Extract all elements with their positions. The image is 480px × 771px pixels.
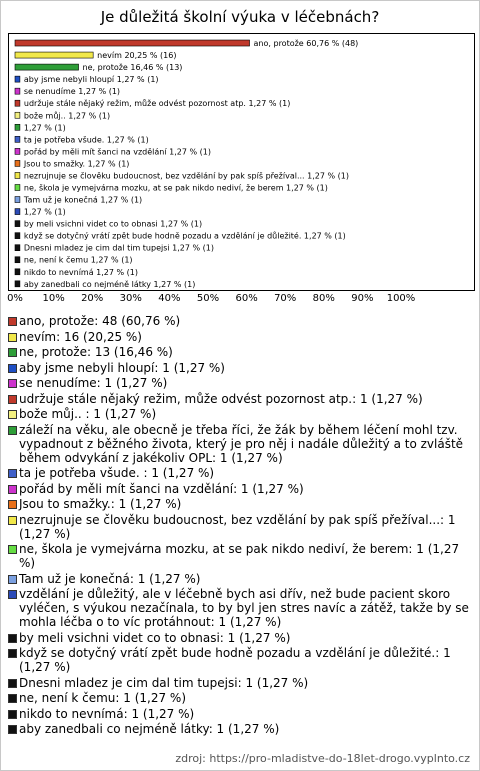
- bar-14: [15, 209, 20, 215]
- legend-item: [8, 376, 472, 390]
- bar-label-10: Jsou to smažky. 1,27 % (1): [23, 159, 130, 169]
- plot-area: [8, 33, 475, 291]
- legend-swatch: [8, 649, 17, 658]
- legend-item: [8, 423, 472, 465]
- legend-item: [8, 466, 472, 480]
- legend-swatch: [8, 333, 17, 342]
- legend-swatch: [8, 410, 17, 419]
- legend-item: [8, 691, 472, 705]
- bar-9: [15, 148, 20, 154]
- chart-title: Je důležitá školní výuka v léčebnách?: [100, 8, 380, 26]
- legend-swatch: [8, 485, 17, 494]
- legend-item: [8, 587, 472, 629]
- bar-6: [15, 112, 20, 118]
- bar-5: [15, 100, 20, 106]
- x-tick-label: 20%: [81, 293, 104, 304]
- bar-label-8: ta je potřeba všude. 1,27 % (1): [23, 135, 149, 145]
- legend-label: Dnesni mladez je cim dal tim tupejsi: 1 (1,27 %): [19, 675, 309, 690]
- x-tick-label: 40%: [158, 293, 181, 304]
- bar-11: [15, 172, 20, 178]
- legend-label: vzdělání je důležitý, ale v léčebně bych asi dřív, než bude pacient skoro vyléčen, s výukou nezačínala, to by byl jen stres navíc a zátěž, takže by se mohla léčba o to víc protáhnout: 1 (1,27 %): [19, 587, 469, 629]
- bar-label-17: Dnesni mladez je cim dal tim tupejsi 1,27 % (1): [23, 243, 215, 253]
- legend-swatch: [8, 679, 17, 688]
- legend-swatch: [8, 575, 17, 584]
- legend-item: [8, 646, 472, 674]
- legend-item: [8, 631, 472, 645]
- bar-label-15: by meli vsichni videt co to obnasi 1,27 % (1): [23, 219, 203, 229]
- legend-item: [8, 482, 472, 496]
- legend-label: se nenudíme: 1 (1,27 %): [19, 376, 168, 390]
- bar-20: [15, 281, 20, 287]
- legend-label: by meli vsichni videt co to obnasi: 1 (1,27 %): [19, 630, 291, 645]
- bar-label-9: pořád by měli mít šanci na vzdělání 1,27 % (1): [23, 147, 211, 157]
- bar-label-0: ano, protože 60,76 % (48): [253, 39, 359, 49]
- legend-label: záleží na věku, ale obecně je třeba říci, že žák by během léčení mohl tzv. vypadnout z běžného života, který je pro něj i nadále důležitý a to zvláště během odvykání z jakékoliv OPL: 1 (1,27 %): [19, 422, 464, 465]
- bar-8: [15, 136, 20, 142]
- bar-label-13: Tam už je konečná 1,27 % (1): [23, 195, 143, 205]
- bar-label-7: 1,27 % (1): [23, 123, 66, 133]
- legend-swatch: [8, 725, 17, 734]
- bar-7: [15, 124, 20, 130]
- legend-label: ta je potřeba všude. : 1 (1,27 %): [19, 466, 215, 480]
- source-text: zdroj: https://pro-mladistve-do-18let-drogo.vyplnto.cz: [175, 752, 470, 765]
- bar-label-18: ne, není k čemu 1,27 % (1): [23, 255, 133, 265]
- bar-0: [15, 40, 250, 46]
- legend-item: [8, 513, 472, 541]
- legend-swatch: [8, 364, 17, 373]
- legend-swatch: [8, 710, 17, 719]
- bar-label-11: nezrujnuje se člověku budoucnost, bez vzdělání by pak spíš přežíval... 1,27 % (1): [23, 171, 349, 181]
- legend-label: udržuje stále nějaký režim, může odvést pozornost atp.: 1 (1,27 %): [19, 391, 423, 406]
- legend-item: [8, 722, 472, 736]
- legend-swatch: [8, 379, 17, 388]
- legend-swatch: [8, 426, 17, 435]
- legend-label: nezrujnuje se člověku budoucnost, bez vzdělání by pak spíš přežíval...: 1 (1,27 %): [19, 512, 456, 541]
- bar-label-2: ne, protože 16,46 % (13): [82, 63, 183, 73]
- legend-item: [8, 314, 472, 328]
- bar-3: [15, 76, 20, 82]
- bar-label-6: bože můj.. 1,27 % (1): [23, 111, 111, 121]
- x-tick-label: 90%: [351, 293, 374, 304]
- legend-label: aby zanedbali co nejméně látky: 1 (1,27 %): [19, 722, 280, 736]
- legend-swatch: [8, 694, 17, 703]
- legend: [8, 314, 472, 738]
- legend-item: [8, 361, 472, 375]
- bar-label-3: aby jsme nebyli hloupí 1,27 % (1): [23, 75, 159, 85]
- legend-item: [8, 572, 472, 586]
- bar-15: [15, 221, 20, 227]
- bar-label-1: nevím 20,25 % (16): [97, 51, 177, 61]
- bar-label-20: aby zanedbali co nejméně látky 1,27 % (1): [23, 279, 196, 289]
- bar-label-16: když se dotyčný vrátí zpět bude hodně pozadu a vzdělání je důležité. 1,27 % (1): [23, 231, 346, 241]
- bar-label-5: udržuje stále nějaký režim, může odvést pozornost atp. 1,27 % (1): [23, 99, 291, 109]
- legend-label: ne, protože: 13 (16,46 %): [19, 345, 173, 359]
- legend-swatch: [8, 545, 17, 554]
- legend-swatch: [8, 469, 17, 478]
- bar-chart: [9, 34, 474, 290]
- bar-16: [15, 233, 20, 239]
- legend-label: nikdo to nevnímá: 1 (1,27 %): [19, 706, 195, 721]
- bar-label-12: ne, škola je vymejvárna mozku, at se pak nikdo nediví, že berem 1,27 % (1): [23, 183, 328, 193]
- x-tick-label: 60%: [235, 293, 258, 304]
- x-tick-label: 50%: [196, 293, 220, 304]
- bar-13: [15, 197, 20, 203]
- legend-swatch: [8, 395, 17, 404]
- bar-10: [15, 160, 20, 166]
- legend-item: [8, 707, 472, 721]
- bar-label-4: se nenudíme 1,27 % (1): [23, 87, 121, 97]
- legend-label: Jsou to smažky.: 1 (1,27 %): [19, 497, 182, 511]
- legend-label: Tam už je konečná: 1 (1,27 %): [19, 571, 201, 586]
- legend-item: [8, 345, 472, 359]
- bar-label-14: 1,27 % (1): [23, 207, 66, 217]
- x-tick-label: 10%: [42, 293, 65, 304]
- legend-label: bože můj.. : 1 (1,27 %): [19, 407, 157, 421]
- legend-label: ne, není k čemu: 1 (1,27 %): [19, 691, 187, 705]
- legend-label: nevím: 16 (20,25 %): [19, 329, 142, 344]
- legend-swatch: [8, 500, 17, 509]
- bar-17: [15, 245, 20, 251]
- legend-label: aby jsme nebyli hloupí: 1 (1,27 %): [19, 360, 225, 375]
- bar-12: [15, 185, 20, 191]
- legend-item: [8, 497, 472, 511]
- bar-4: [15, 88, 20, 94]
- x-tick-label: 100%: [386, 293, 416, 304]
- bar-18: [15, 257, 20, 263]
- legend-item: [8, 407, 472, 421]
- legend-item: [8, 330, 472, 344]
- legend-label: když se dotyčný vrátí zpět bude hodně pozadu a vzdělání je důležité.: 1 (1,27 %): [19, 646, 451, 674]
- legend-swatch: [8, 516, 17, 525]
- legend-swatch: [8, 348, 17, 357]
- legend-item: [8, 676, 472, 690]
- bar-2: [15, 64, 79, 70]
- bar-19: [15, 269, 20, 275]
- x-tick-label: 30%: [119, 293, 142, 304]
- legend-label: ano, protože: 48 (60,76 %): [19, 314, 181, 328]
- x-tick-label: 0%: [7, 293, 23, 304]
- legend-swatch: [8, 317, 17, 326]
- legend-label: ne, škola je vymejvárna mozku, at se pak nikdo nediví, že berem: 1 (1,27 %): [19, 542, 460, 570]
- legend-label: pořád by měli mít šanci na vzdělání: 1 (1,27 %): [19, 481, 304, 496]
- legend-item: [8, 392, 472, 406]
- legend-swatch: [8, 634, 17, 643]
- x-tick-label: 70%: [274, 293, 297, 304]
- bar-label-19: nikdo to nevnímá 1,27 % (1): [23, 267, 139, 277]
- legend-swatch: [8, 590, 17, 599]
- legend-item: [8, 542, 472, 570]
- x-tick-label: 80%: [312, 293, 335, 304]
- bar-1: [15, 52, 93, 58]
